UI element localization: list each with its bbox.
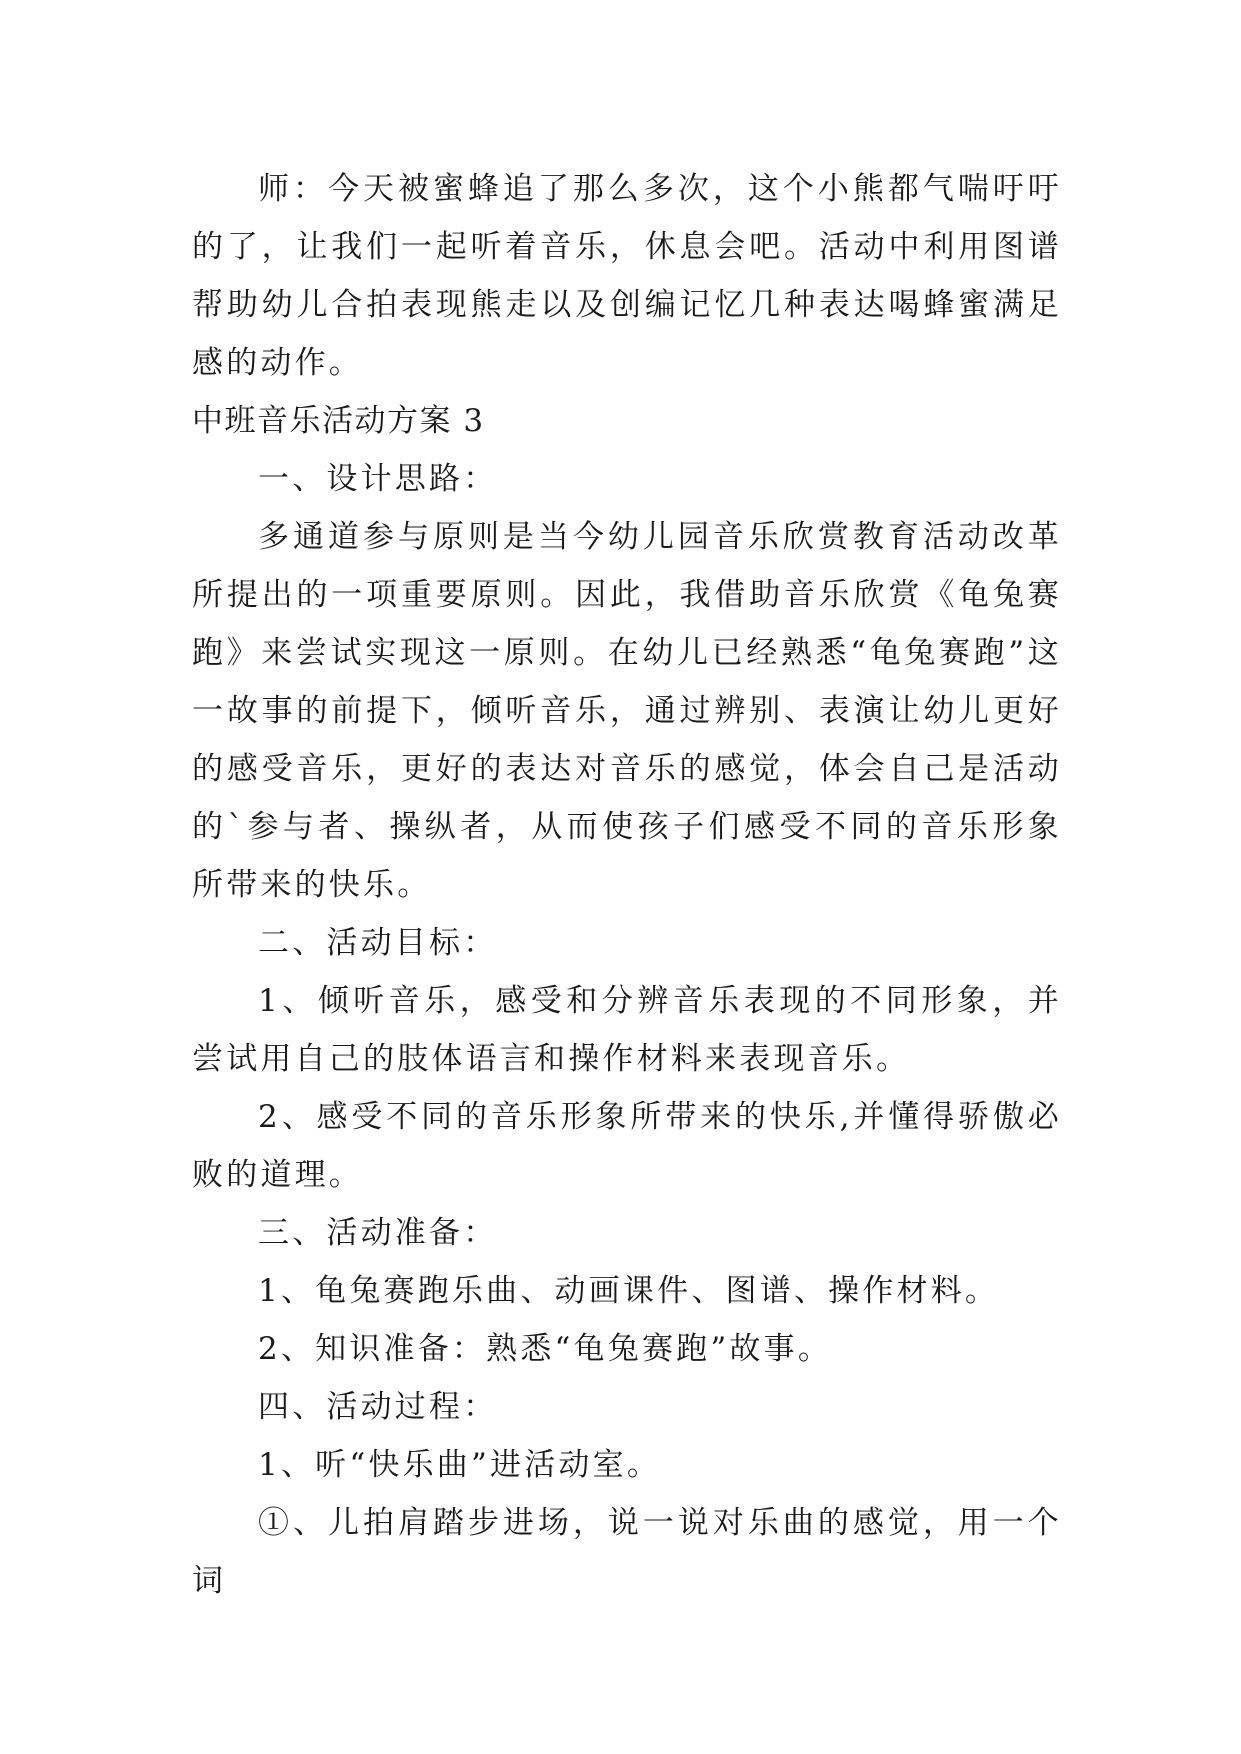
paragraph-design-idea: 多通道参与原则是当今幼儿园音乐欣赏教育活动改革所提出的一项重要原则。因此，我借助音乐欣赏《龟兔赛跑》来尝试实现这一原则。在幼儿已经熟悉“龟兔赛跑”这一故事的前提下，倾听音乐，通过辨别、表演让幼儿更好的感受音乐，更好的表达对音乐的感觉，体会自己是活动的`参与者、操纵者，从而使孩子们感受不同的音乐形象所带来的快乐。 [192, 519, 1062, 903]
process-subitem-1: ①、儿拍肩踏步进场，说一说对乐曲的感觉，用一个词 [192, 1505, 1062, 1599]
heading-activity-preparation: 三、活动准备： [258, 1215, 498, 1251]
process-item-1: 1、听“快乐曲”进活动室。 [258, 1447, 662, 1483]
goal-item-2: 2、感受不同的音乐形象所带来的快乐,并懂得骄傲必败的道理。 [192, 1099, 1062, 1193]
document-body [192, 160, 1062, 1610]
goal-item-1: 1、倾听音乐，感受和分辨音乐表现的不同形象，并尝试用自己的肢体语言和操作材料来表现音乐。 [192, 983, 1062, 1077]
preparation-item-1: 1、龟兔赛跑乐曲、动画课件、图谱、操作材料。 [258, 1273, 1000, 1309]
paragraph-teacher-dialogue: 师：今天被蜜蜂追了那么多次，这个小熊都气喘吁吁的了，让我们一起听着音乐，休息会吧。活动中利用图谱帮助幼儿合拍表现熊走以及创编记忆几种表达喝蜂蜜满足感的动作。 [192, 171, 1062, 381]
preparation-item-2: 2、知识准备：熟悉“龟兔赛跑”故事。 [258, 1331, 833, 1367]
section-title: 中班音乐活动方案 3 [192, 403, 485, 439]
heading-activity-goals: 二、活动目标： [258, 925, 498, 961]
heading-activity-process: 四、活动过程： [258, 1389, 498, 1425]
heading-design-idea: 一、设计思路： [258, 461, 498, 497]
